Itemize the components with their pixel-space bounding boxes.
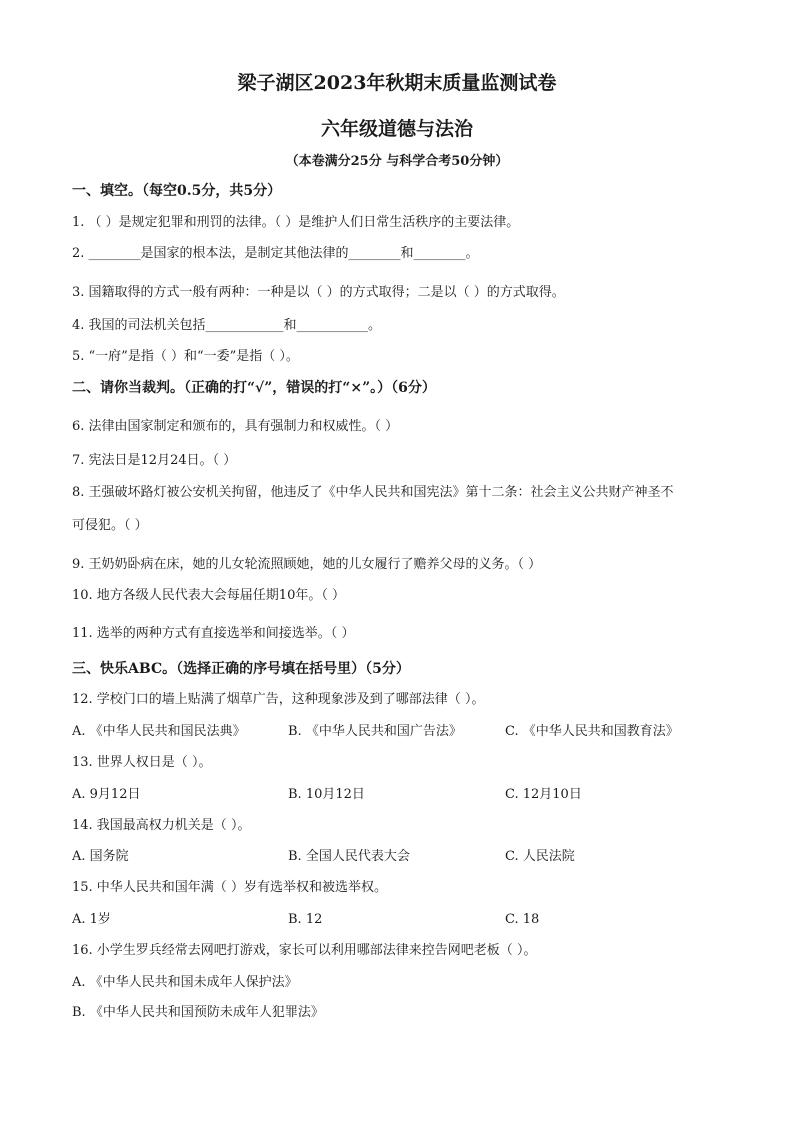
question-15: 15. 中华人民共和国年满（ ）岁有选举权和被选举权。 [72, 880, 387, 895]
question-8-line-2: 可侵犯。（ ） [72, 518, 148, 533]
question-5: 5. “一府”是指（ ）和“一委”是指（ ）。 [72, 349, 299, 364]
question-12-option-a: A. 《中华人民共和国民法典》 [72, 724, 246, 739]
section-2-heading: 二、请你当裁判。（正确的打“√”，错误的打“×”。）（6分） [72, 380, 436, 396]
question-13-option-c: C. 12月10日 [505, 787, 582, 802]
question-1: 1. （ ）是规定犯罪和刑罚的法律。（ ）是维护人们日常生活秩序的主要法律。 [72, 215, 520, 230]
exam-title: 梁子湖区2023年秋期末质量监测试卷 [237, 72, 557, 94]
question-12: 12. 学校门口的墙上贴满了烟草广告，这种现象涉及到了哪部法律（ ）。 [72, 692, 485, 707]
question-7: 7. 宪法日是12月24日。（ ） [72, 453, 237, 468]
question-16-option-b: B. 《中华人民共和国预防未成年人犯罪法》 [72, 1005, 324, 1020]
question-13-option-b: B. 10月12日 [288, 787, 365, 802]
question-9: 9. 王奶奶卧病在床，她的儿女轮流照顾她，她的儿女履行了赡养父母的义务。（ ） [72, 557, 542, 572]
question-12-option-b: B. 《中华人民共和国广告法》 [288, 724, 462, 739]
question-15-option-b: B. 12 [288, 912, 323, 927]
question-15-option-a: A. 1岁 [72, 912, 111, 927]
section-3-heading: 三、快乐ABC。（选择正确的序号填在括号里）（5分） [72, 661, 410, 677]
question-3: 3. 国籍取得的方式一般有两种：一种是以（ ）的方式取得；二是以（ ）的方式取得。 [72, 285, 565, 300]
question-11: 11. 选举的两种方式有直接选举和间接选举。（ ） [72, 626, 355, 641]
question-4: 4. 我国的司法机关包括____________和___________。 [72, 318, 382, 333]
exam-note: （本卷满分25分 与科学合考50分钟） [285, 154, 509, 169]
question-12-option-c: C. 《中华人民共和国教育法》 [505, 724, 679, 739]
question-8-line-1: 8. 王强破坏路灯被公安机关拘留，他违反了《中华人民共和国宪法》第十二条：社会主义公共财产神圣不 [72, 485, 674, 500]
question-14: 14. 我国最高权力机关是（ ）。 [72, 818, 251, 833]
question-14-option-b: B. 全国人民代表大会 [288, 849, 410, 864]
question-15-option-c: C. 18 [505, 912, 540, 927]
question-14-option-a: A. 国务院 [72, 849, 129, 864]
question-16-option-a: A. 《中华人民共和国未成年人保护法》 [72, 975, 298, 990]
question-13: 13. 世界人权日是（ ）。 [72, 755, 212, 770]
question-2: 2. ________是国家的根本法，是制定其他法律的________和________。 [72, 246, 479, 261]
exam-subject: 六年级道德与法治 [320, 118, 473, 140]
question-14-option-c: C. 人民法院 [505, 849, 575, 864]
question-6: 6. 法律由国家制定和颁布的，具有强制力和权威性。（ ） [72, 419, 399, 434]
question-16: 16. 小学生罗兵经常去网吧打游戏，家长可以利用哪部法律来控告网吧老板（ ）。 [72, 943, 537, 958]
question-10: 10. 地方各级人民代表大会每届任期10年。（ ） [72, 588, 345, 603]
question-13-option-a: A. 9月12日 [72, 787, 141, 802]
section-1-heading: 一、填空。（每空0.5分，共5分） [72, 183, 282, 199]
